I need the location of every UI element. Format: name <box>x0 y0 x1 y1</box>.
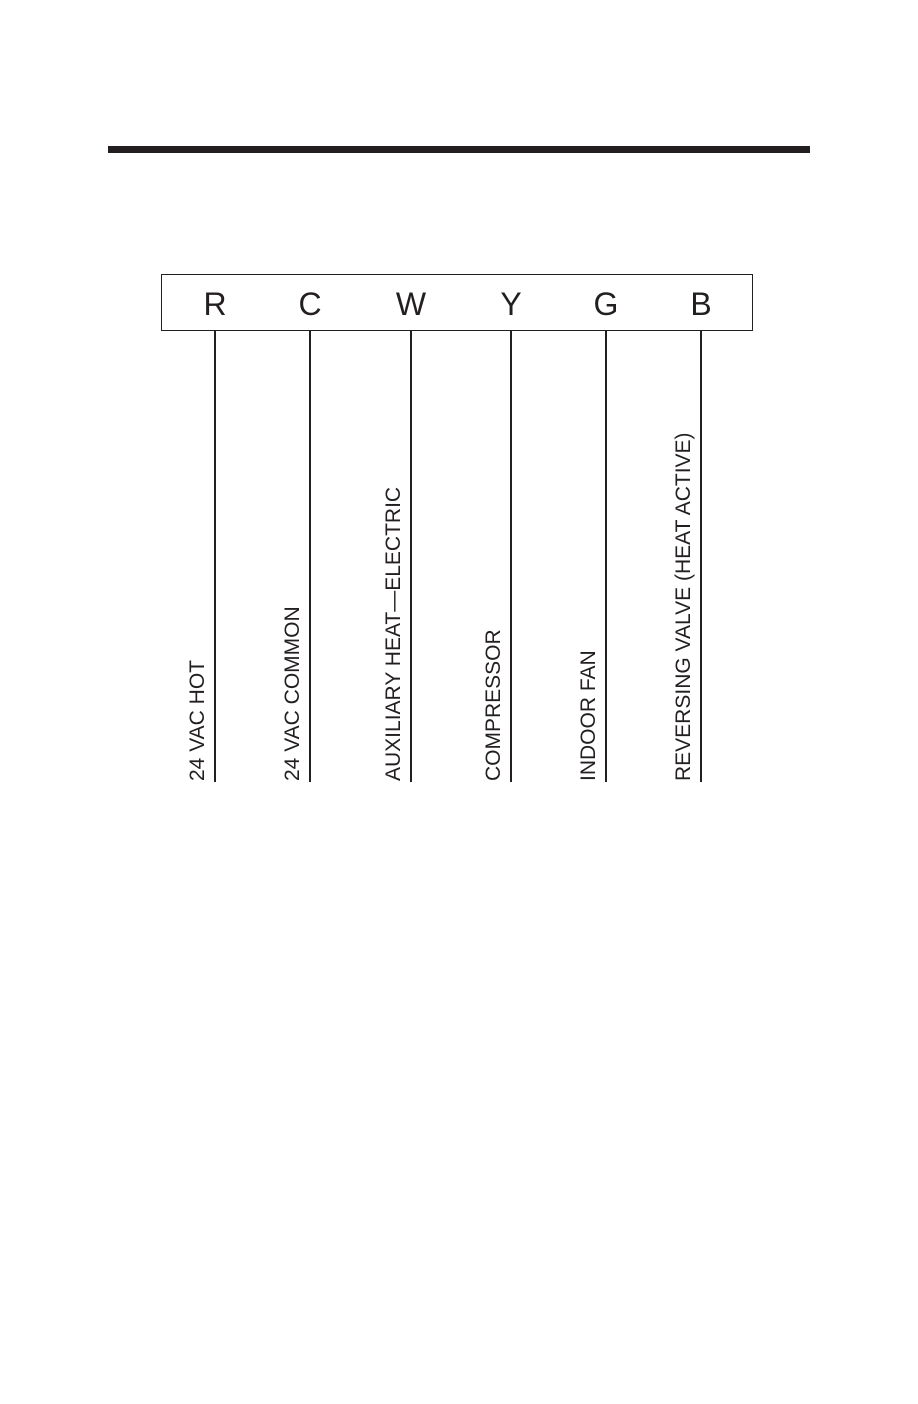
terminal-letter-b: B <box>690 286 712 322</box>
wire-label-g: INDOOR FAN <box>577 650 600 781</box>
wire-g <box>605 331 607 782</box>
terminal-letter-r: R <box>203 286 227 322</box>
wire-r <box>214 331 216 782</box>
terminal-letter-g: G <box>593 286 619 322</box>
wire-b <box>700 331 702 782</box>
wire-label-w: AUXILIARY HEAT—ELECTRIC <box>382 486 405 781</box>
wire-label-r: 24 VAC HOT <box>186 660 209 781</box>
header-rule <box>108 146 810 153</box>
wire-label-y: COMPRESSOR <box>482 629 505 781</box>
wire-label-c: 24 VAC COMMON <box>281 606 304 781</box>
wire-c <box>309 331 311 782</box>
wire-y <box>510 331 512 782</box>
wire-label-b: REVERSING VALVE (HEAT ACTIVE) <box>672 432 695 781</box>
terminal-letter-c: C <box>298 286 322 322</box>
wire-w <box>410 331 412 782</box>
terminal-letter-w: W <box>395 286 427 322</box>
terminal-block <box>161 274 753 331</box>
terminal-letter-y: Y <box>500 286 522 322</box>
